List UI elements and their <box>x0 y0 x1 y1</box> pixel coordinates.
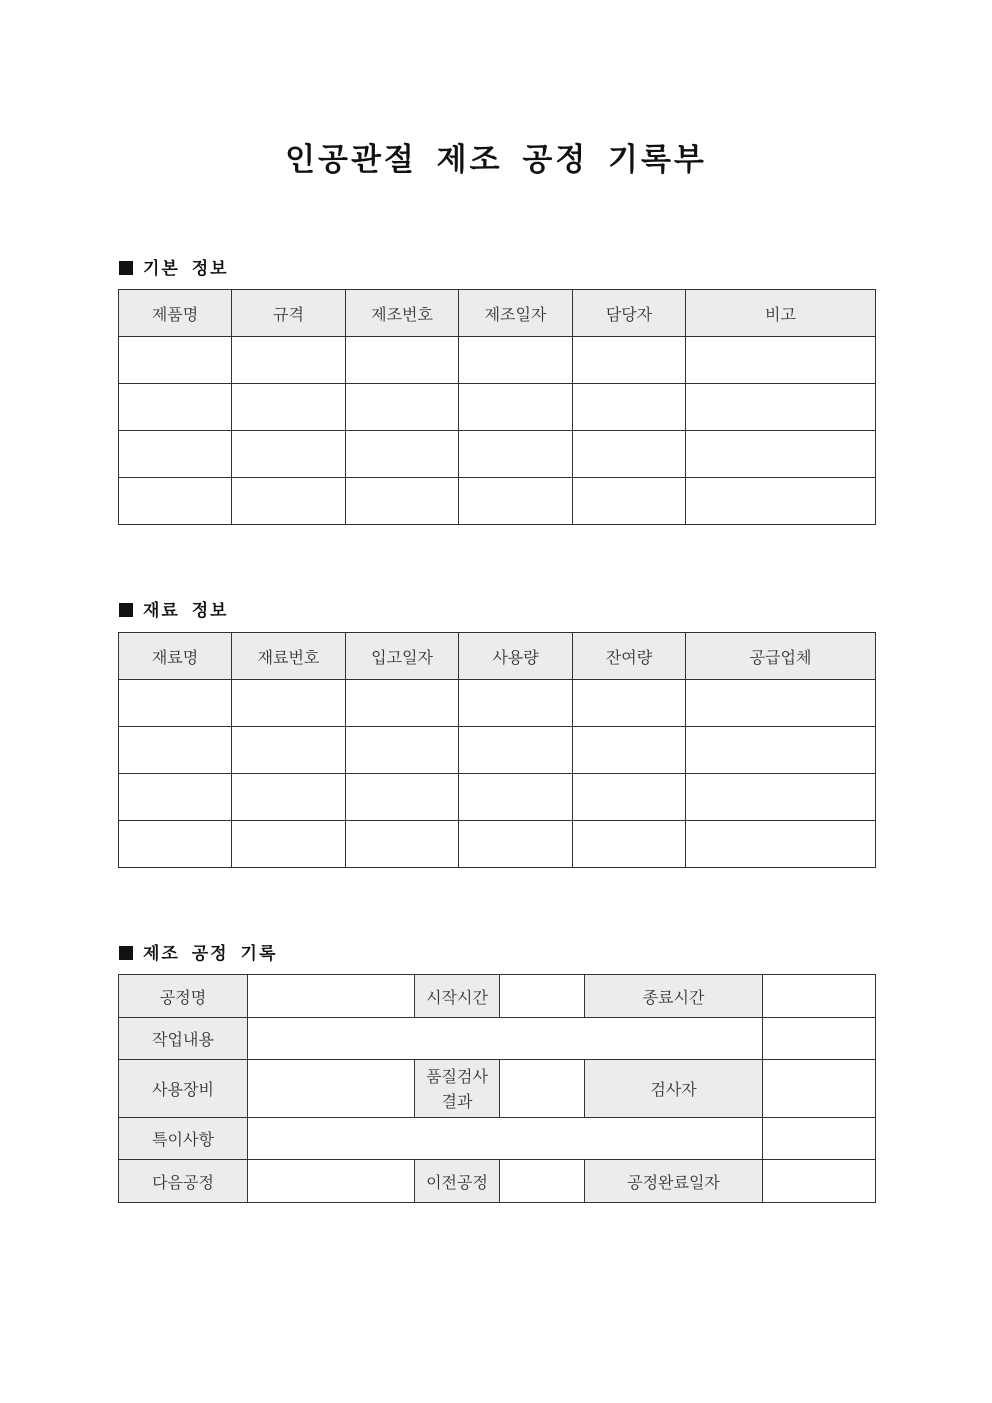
process-record-table <box>118 974 876 1203</box>
entry-cell[interactable] <box>346 821 459 868</box>
entry-cell[interactable] <box>119 337 232 384</box>
entry-cell[interactable] <box>459 727 573 774</box>
entry-cell[interactable] <box>232 384 346 431</box>
entry-cell[interactable] <box>573 478 686 525</box>
qc-result-field[interactable] <box>500 1060 585 1118</box>
entry-cell[interactable] <box>232 431 346 478</box>
entry-cell[interactable] <box>232 821 346 868</box>
entry-cell[interactable] <box>346 431 459 478</box>
entry-cell[interactable] <box>346 680 459 727</box>
end-time-field[interactable] <box>763 975 876 1018</box>
header-cell: 비고 <box>686 290 876 337</box>
label-remarks: 특이사항 <box>119 1118 248 1160</box>
header-cell: 담당자 <box>573 290 686 337</box>
equipment-field[interactable] <box>248 1060 415 1118</box>
entry-cell[interactable] <box>573 337 686 384</box>
label-completion-date: 공정완료일자 <box>585 1160 763 1203</box>
table-row <box>119 680 876 727</box>
label-qc-result <box>415 1060 500 1118</box>
table-row <box>119 431 876 478</box>
entry-cell[interactable] <box>686 821 876 868</box>
table-row <box>119 975 876 1018</box>
label-process-name: 공정명 <box>119 975 248 1018</box>
entry-cell[interactable] <box>686 431 876 478</box>
page-title: 인공관절 제조 공정 기록부 <box>285 142 707 178</box>
entry-cell[interactable] <box>346 384 459 431</box>
entry-cell[interactable] <box>232 337 346 384</box>
entry-cell[interactable] <box>686 337 876 384</box>
table-header-row <box>119 633 876 680</box>
section-heading-process-record <box>119 939 277 964</box>
label-work-content: 작업내용 <box>119 1018 248 1060</box>
process-name-field[interactable] <box>248 975 415 1018</box>
header-cell: 잔여량 <box>573 633 686 680</box>
table-row <box>119 1018 876 1060</box>
label-next-process: 다음공정 <box>119 1160 248 1203</box>
section-heading-basic-info <box>119 254 229 279</box>
header-cell: 제조번호 <box>346 290 459 337</box>
entry-cell[interactable] <box>686 384 876 431</box>
table-row <box>119 1060 876 1118</box>
entry-cell[interactable] <box>459 821 573 868</box>
label-start-time: 시작시간 <box>415 975 500 1018</box>
prev-process-field[interactable] <box>500 1160 585 1203</box>
entry-cell[interactable] <box>686 774 876 821</box>
entry-cell[interactable] <box>573 727 686 774</box>
header-cell: 제조일자 <box>459 290 573 337</box>
section-heading-material-info <box>119 596 229 621</box>
remarks-extra-field[interactable] <box>763 1118 876 1160</box>
table-row <box>119 1160 876 1203</box>
table-row <box>119 478 876 525</box>
entry-cell[interactable] <box>346 337 459 384</box>
section-heading-label: 기본 정보 <box>143 259 229 279</box>
entry-cell[interactable] <box>119 680 232 727</box>
label-prev-process: 이전공정 <box>415 1160 500 1203</box>
entry-cell[interactable] <box>119 478 232 525</box>
header-cell: 입고일자 <box>346 633 459 680</box>
entry-cell[interactable] <box>573 680 686 727</box>
entry-cell[interactable] <box>459 431 573 478</box>
entry-cell[interactable] <box>573 774 686 821</box>
entry-cell[interactable] <box>119 384 232 431</box>
entry-cell[interactable] <box>686 680 876 727</box>
table-row <box>119 337 876 384</box>
table-row <box>119 727 876 774</box>
completion-date-field[interactable] <box>763 1160 876 1203</box>
entry-cell[interactable] <box>346 774 459 821</box>
entry-cell[interactable] <box>459 680 573 727</box>
entry-cell[interactable] <box>119 774 232 821</box>
inspector-field[interactable] <box>763 1060 876 1118</box>
table-header-row <box>119 290 876 337</box>
entry-cell[interactable] <box>686 478 876 525</box>
label-qc-result-line1: 품질검사 <box>426 1066 488 1086</box>
table-row <box>119 774 876 821</box>
next-process-field[interactable] <box>248 1160 415 1203</box>
entry-cell[interactable] <box>119 727 232 774</box>
label-end-time: 종료시간 <box>585 975 763 1018</box>
square-bullet-icon <box>119 946 133 960</box>
entry-cell[interactable] <box>573 821 686 868</box>
basic-info-table <box>118 289 876 525</box>
work-content-extra-field[interactable] <box>763 1018 876 1060</box>
header-cell: 규격 <box>232 290 346 337</box>
table-row <box>119 1118 876 1160</box>
entry-cell[interactable] <box>232 727 346 774</box>
entry-cell[interactable] <box>346 478 459 525</box>
entry-cell[interactable] <box>346 727 459 774</box>
square-bullet-icon <box>119 261 133 275</box>
entry-cell[interactable] <box>459 384 573 431</box>
entry-cell[interactable] <box>232 774 346 821</box>
header-cell: 재료명 <box>119 633 232 680</box>
header-cell: 제품명 <box>119 290 232 337</box>
section-heading-label: 재료 정보 <box>143 601 229 621</box>
entry-cell[interactable] <box>459 478 573 525</box>
entry-cell[interactable] <box>459 337 573 384</box>
label-qc-result-line2: 결과 <box>441 1091 473 1111</box>
entry-cell[interactable] <box>232 478 346 525</box>
table-row <box>119 821 876 868</box>
entry-cell[interactable] <box>232 680 346 727</box>
remarks-field[interactable] <box>248 1118 763 1160</box>
table-row <box>119 384 876 431</box>
work-content-field[interactable] <box>248 1018 763 1060</box>
section-heading-label: 제조 공정 기록 <box>143 944 278 964</box>
label-equipment: 사용장비 <box>119 1060 248 1118</box>
entry-cell[interactable] <box>573 384 686 431</box>
entry-cell[interactable] <box>686 727 876 774</box>
start-time-field[interactable] <box>500 975 585 1018</box>
material-info-table <box>118 632 876 868</box>
entry-cell[interactable] <box>119 821 232 868</box>
header-cell: 공급업체 <box>686 633 876 680</box>
header-cell: 재료번호 <box>232 633 346 680</box>
entry-cell[interactable] <box>573 431 686 478</box>
square-bullet-icon <box>119 603 133 617</box>
entry-cell[interactable] <box>459 774 573 821</box>
header-cell: 사용량 <box>459 633 573 680</box>
label-inspector: 검사자 <box>585 1060 763 1118</box>
entry-cell[interactable] <box>119 431 232 478</box>
